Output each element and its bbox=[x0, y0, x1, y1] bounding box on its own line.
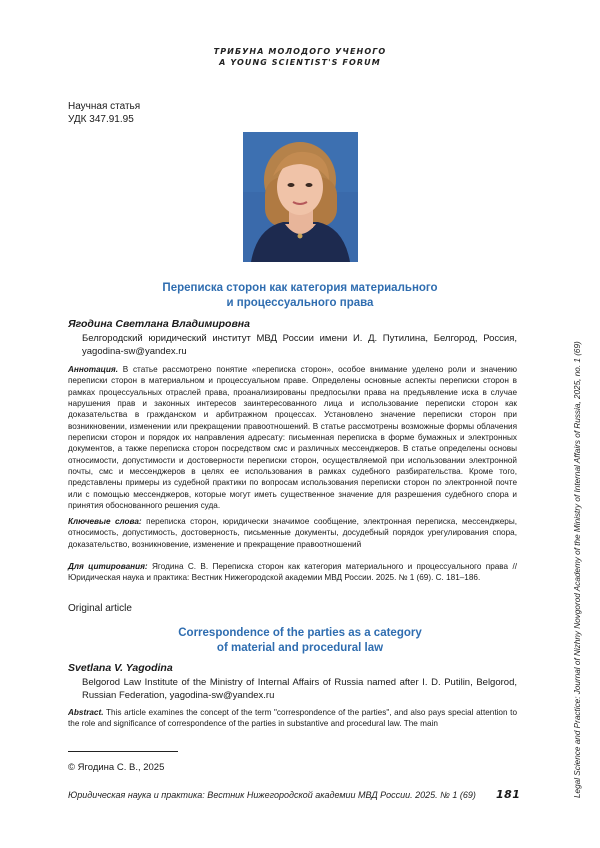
copyright-notice: © Ягодина С. В., 2025 bbox=[68, 762, 165, 773]
author-name-ru: Ягодина Светлана Владимировна bbox=[68, 318, 250, 330]
article-type-ru: Научная статья bbox=[68, 101, 141, 112]
author-portrait-image bbox=[243, 132, 358, 262]
citation-ru bbox=[68, 561, 517, 584]
author-photo bbox=[243, 132, 358, 262]
running-header bbox=[0, 46, 600, 68]
abstract-en-label: Abstract. bbox=[68, 708, 104, 717]
author-affiliation-en: Belgorod Law Institute of the Ministry of Internal Affairs of Russia named after I. D. Putilin, Belgorod, Russian Federation, yagodina-sw@yandex.ru bbox=[82, 677, 517, 701]
abstract-ru-text: В статье рассмотрено понятие «переписка сторон», особое внимание уделено роли и значению переписки сторон в материальном и процессуальном праве. Определены основные аспекты переписки сторон в рамках процессуальных отраслей права, проанализированы предпосылки права на предъявление иска в случае нарушения прав и законных интересов заинтересованного лица и использование переписки сторон как доказательства в гражданском и арбитражном процессах. Установлено значение переписки сторон при возникновении, изменении или прекращении правоотношений. В статье рассмотрены возможные формы облачения переписки сторон и порядок их направления адресату: письменная переписка в форме бумажных и электронных документов, а также переписка сторон посредством смс и различных мессенджеров. В статье определены основы относимости, допустимости и достоверности переписки сторон, осуществляемой при использовании электронной почты, смс и мессенджеров в целях ее использования в рамках судебного разбирательства. Кроме того, представлены примеры из судебной практики по вопросам использования переписки сторон по электронной почте или с помощью мессенджеров, которые могут иметь существенное значение для разрешения судебного спора и принятия обоснованного решения суда. bbox=[68, 365, 517, 511]
article-title-ru bbox=[60, 281, 540, 311]
abstract-ru bbox=[68, 364, 517, 511]
side-journal-title: Legal Science and Practice: Journal of Nizhny Novgorod Academy of the Ministry of Internal Affairs of Russia, 2025, no. 1 (69) bbox=[573, 341, 582, 798]
author-affiliation-ru: Белгородский юридический институт МВД России имени И. Д. Путилина, Белгород, Россия, yagodina-sw@yandex.ru bbox=[82, 333, 517, 357]
page-number: 181 bbox=[496, 788, 521, 801]
keywords-ru-text: переписка сторон, юридически значимое сообщение, электронная переписка, мессенджеры, относимость, допустимость, достоверность, письменные документы, досудебный порядок урегулирования спора, доказательство, возникновение, изменение и прекращение правоотношений bbox=[68, 517, 517, 549]
title-en-line1: Correspondence of the parties as a category bbox=[178, 627, 422, 639]
journal-footer: Юридическая наука и практика: Вестник Нижегородской академии МВД России. 2025. № 1 (69) bbox=[68, 790, 476, 800]
title-ru-line2: и процессуального права bbox=[226, 297, 374, 309]
author-name-en: Svetlana V. Yagodina bbox=[68, 662, 173, 674]
udc-code: УДК 347.91.95 bbox=[68, 113, 134, 125]
footnote-divider bbox=[68, 751, 178, 752]
article-meta bbox=[68, 101, 140, 126]
keywords-ru-label: Ключевые слова: bbox=[68, 517, 142, 526]
citation-ru-text: Ягодина С. В. Переписка сторон как категория материального и процессуального права // Юридическая наука и практика: Вестник Нижегородской академии МВД России. 2025. № 1 (69). С. 181–186. bbox=[68, 562, 518, 583]
keywords-ru bbox=[68, 516, 517, 550]
article-title-en bbox=[60, 626, 540, 656]
running-header-ru: ТРИБУНА МОЛОДОГО УЧЕНОГО bbox=[213, 47, 387, 56]
abstract-en-text: This article examines the concept of the term "correspondence of the parties", and also pays special attention to the role and significance of correspondence of the parties in substantive and procedural law. The main bbox=[68, 708, 517, 729]
abstract-ru-label: Аннотация. bbox=[68, 365, 119, 374]
running-header-en: A YOUNG SCIENTIST'S FORUM bbox=[219, 58, 381, 67]
article-type-en: Original article bbox=[68, 603, 132, 614]
abstract-en bbox=[68, 707, 517, 730]
title-ru-line1: Переписка сторон как категория материального bbox=[162, 282, 438, 294]
title-en-line2: of material and procedural law bbox=[216, 642, 384, 654]
citation-ru-label: Для цитирования: bbox=[68, 562, 148, 571]
